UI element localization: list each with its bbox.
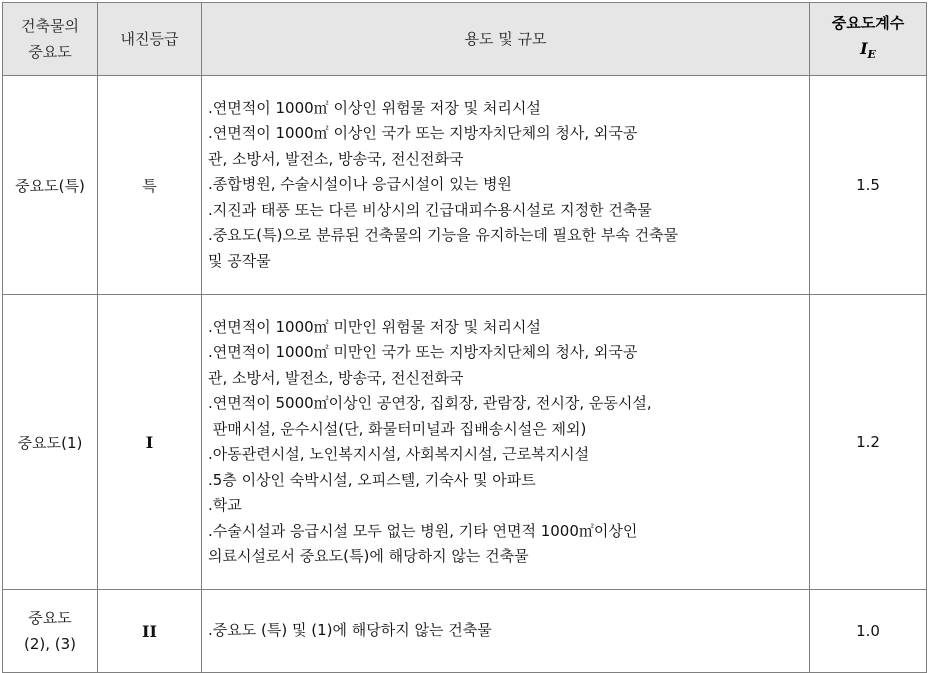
description-line: .연면적이 1000㎡ 미만인 위험물 저장 및 처리시설 bbox=[208, 317, 541, 336]
description-line: .연면적이 1000㎡ 이상인 국가 또는 지방자치단체의 청사, 외국공 bbox=[208, 124, 638, 143]
importance-table bbox=[2, 2, 927, 673]
importance-line2: (2), (3) bbox=[23, 635, 77, 653]
importance-cell: 중요도(특) bbox=[3, 76, 98, 295]
description-line: .아동관련시설, 노인복지시설, 사회복지시설, 근로복지시설 bbox=[208, 445, 590, 463]
use-description-cell bbox=[202, 590, 810, 673]
description-line: 의료시설로서 중요도(특)에 해당하지 않는 건축물 bbox=[208, 547, 529, 565]
description-line: .연면적이 1000㎡ 이상인 위험물 저장 및 처리시설 bbox=[208, 98, 541, 117]
header-importance bbox=[3, 3, 98, 76]
description-line: .지진과 태풍 또는 다른 비상시의 긴급대피수용시설로 지정한 건축물 bbox=[208, 200, 652, 219]
header-importance-line1: 건축물의 bbox=[21, 17, 79, 35]
table-row bbox=[3, 295, 927, 590]
table-row bbox=[3, 76, 927, 295]
importance-cell bbox=[3, 590, 98, 673]
description-line: .종합병원, 수술시설이나 응급시설이 있는 병원 bbox=[208, 175, 512, 194]
table-row bbox=[3, 590, 927, 673]
use-description-cell bbox=[202, 295, 810, 590]
use-description-cell bbox=[202, 76, 810, 295]
header-importance-factor bbox=[810, 3, 927, 76]
header-use-and-scale: 용도 및 규모 bbox=[202, 3, 810, 76]
grade-cell: 특 bbox=[98, 76, 202, 295]
description-line: .5층 이상인 숙박시설, 오피스텔, 기숙사 및 아파트 bbox=[208, 470, 536, 489]
importance-line1: 중요도 bbox=[28, 609, 72, 627]
factor-cell: 1.2 bbox=[810, 295, 927, 590]
header-seismic-grade: 내진등급 bbox=[98, 3, 202, 76]
grade-cell: II bbox=[98, 590, 202, 673]
importance-cell: 중요도(1) bbox=[3, 295, 98, 590]
header-importance-line2: 중요도 bbox=[28, 43, 72, 61]
description-line: .학교 bbox=[208, 496, 242, 514]
header-factor-symbol: $I_E$ bbox=[860, 38, 876, 62]
description-line: 관, 소방서, 발전소, 방송국, 전신전화국 bbox=[208, 368, 464, 387]
description-line: 판매시설, 운수시설(단, 화물터미널과 집배송시설은 제외) bbox=[208, 419, 587, 438]
description-line: .중요도 (특) 및 (1)에 해당하지 않는 건축물 bbox=[208, 621, 492, 640]
description-line: .연면적이 5000㎡이상인 공연장, 집회장, 관람장, 전시장, 운동시설, bbox=[208, 394, 652, 412]
factor-cell: 1.0 bbox=[810, 590, 927, 673]
description-line: 및 공작물 bbox=[208, 251, 271, 270]
description-line: .연면적이 1000㎡ 미만인 국가 또는 지방자치단체의 청사, 외국공 bbox=[208, 343, 638, 361]
header-factor-label: 중요도계수 bbox=[831, 13, 905, 32]
grade-cell: I bbox=[98, 295, 202, 590]
description-line: .중요도(특)으로 분류된 건축물의 기능을 유지하는데 필요한 부속 건축물 bbox=[208, 226, 679, 245]
description-line: 관, 소방서, 발전소, 방송국, 전신전화국 bbox=[208, 149, 464, 168]
description-line: .수술시설과 응급시설 모두 없는 병원, 기타 연면적 1000㎡이상인 bbox=[208, 521, 638, 540]
factor-cell: 1.5 bbox=[810, 76, 927, 295]
header-row bbox=[3, 3, 927, 76]
